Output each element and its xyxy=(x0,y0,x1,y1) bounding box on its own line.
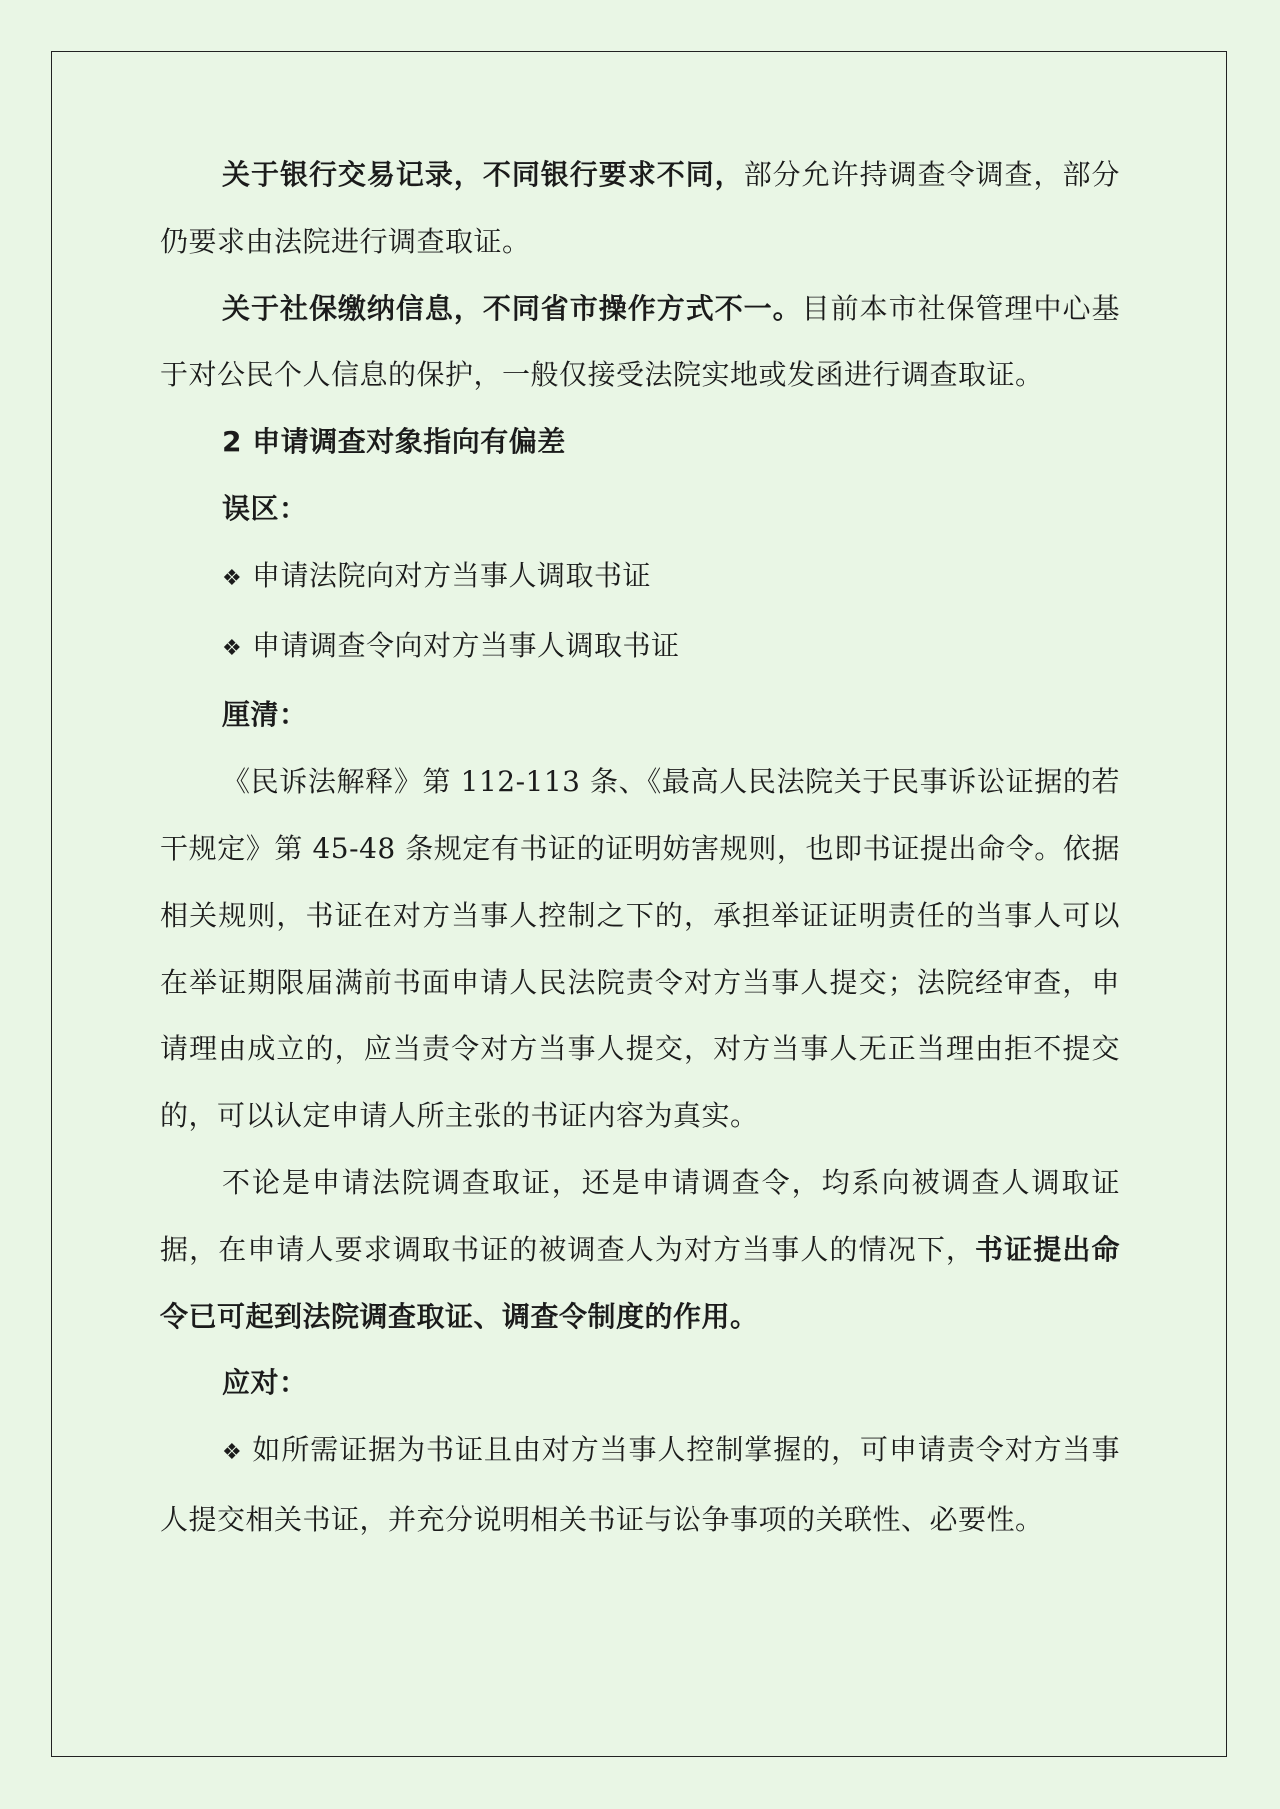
diamond-bullet-icon: ❖ xyxy=(222,635,243,661)
bank-records-text: 部分允许持调查令调查，部分仍要求由法院进行调查取证。 xyxy=(160,158,1120,258)
document-body xyxy=(160,142,1120,1554)
social-security-text: 目前本市社保管理中心基于对公民个人信息的保护，一般仅接受法院实地或发函进行调查取证。 xyxy=(160,291,1120,392)
comparison-emphasis: 书证提出命令已可起到法院调查取证、调查令制度的作用。 xyxy=(160,1232,1120,1333)
diamond-bullet-icon: ❖ xyxy=(222,1440,243,1466)
misconception-item-text: 申请调查令向对方当事人调取书证 xyxy=(252,628,680,662)
bank-records-emphasis: 关于银行交易记录，不同银行要求不同， xyxy=(222,158,744,191)
paragraph-social-security xyxy=(160,276,1120,410)
misconception-label: 误区： xyxy=(222,491,308,525)
misconception-item xyxy=(160,613,1120,683)
response-label: 应对： xyxy=(222,1366,308,1400)
misconception-item-text: 申请法院向对方当事人调取书证 xyxy=(252,558,652,592)
clarify-label: 厘清： xyxy=(222,698,308,732)
section-heading: 2 申请调查对象指向有偏差 xyxy=(222,425,566,459)
paragraph-clarify: 《民诉法解释》第 112-113 条、《最高人民法院关于民事诉讼证据的若干规定》第 45-48 条规定有书证的证明妨害规则，也即书证提出命令。依据相关规则，书证在对方当事人控制之下的，承担举证证明责任的当事人可以在举证期限届满前书面申请人民法院责令对方当事人提交；法院经审查，申请理由成立的，应当责令对方当事人提交，对方当事人无正当理由拒不提交的，可以认定申请人所主张的书证内容为真实。 xyxy=(160,765,1120,1133)
comparison-text: 不论是申请法院调查取证，还是申请调查令，均系向被调查人调取证据，在申请人要求调取书证的被调查人为对方当事人的情况下， xyxy=(160,1165,1120,1266)
response-item-text: 如所需证据为书证且由对方当事人控制掌握的，可申请责令对方当事人提交相关书证，并充分说明相关书证与讼争事项的关联性、必要性。 xyxy=(160,1433,1120,1536)
diamond-bullet-icon: ❖ xyxy=(222,565,243,591)
paragraph-bank-records xyxy=(160,142,1120,276)
paragraph-comparison xyxy=(160,1150,1120,1350)
misconception-item xyxy=(160,543,1120,613)
response-item xyxy=(160,1417,1120,1554)
social-security-emphasis: 关于社保缴纳信息，不同省市操作方式不一。 xyxy=(222,291,802,325)
